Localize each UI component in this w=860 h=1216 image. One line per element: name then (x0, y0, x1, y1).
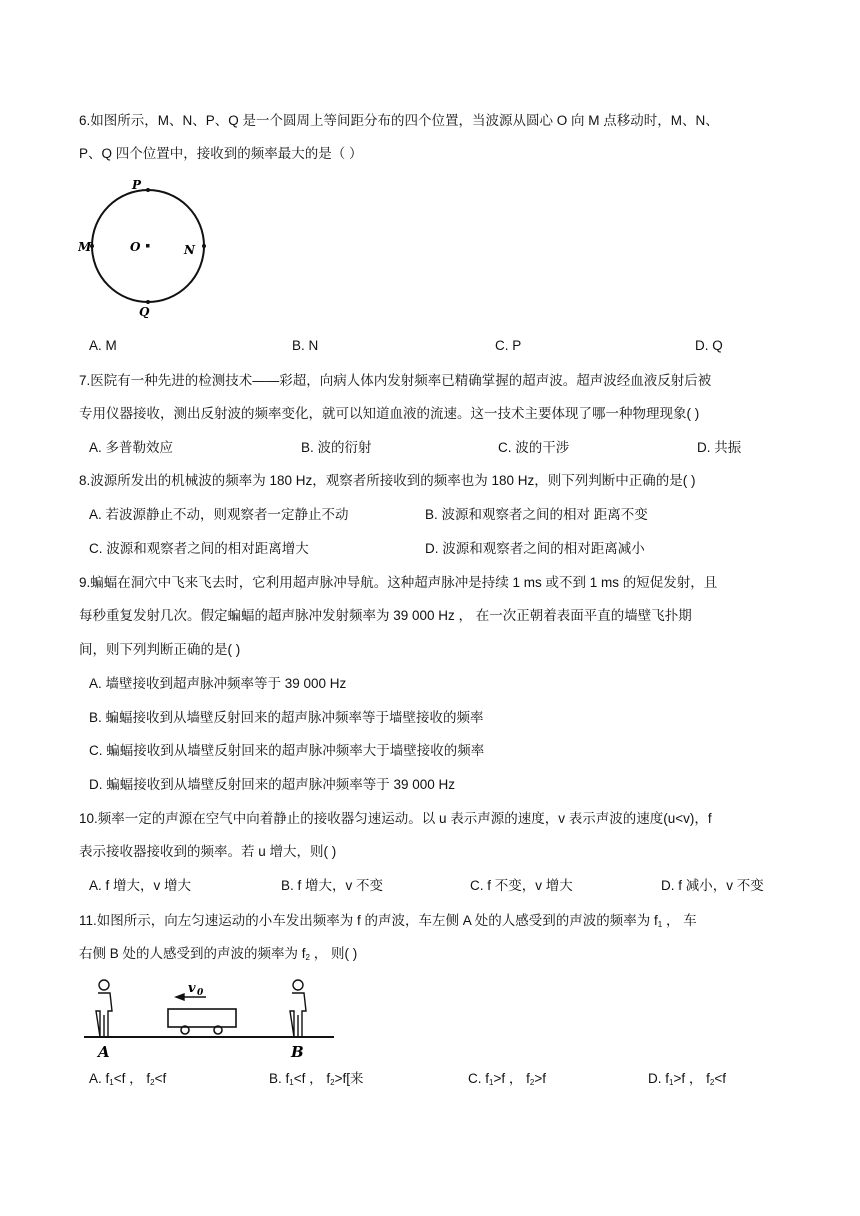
cart-icon (168, 1009, 236, 1034)
q11-a-part1: A. f (89, 1071, 110, 1086)
q11-a-part2: <f ， f (113, 1071, 151, 1086)
q6-option-a: A. M (89, 338, 117, 353)
q11-option-d (648, 1070, 726, 1092)
person-a-icon (96, 980, 112, 1037)
q11-line2-text: 右侧 B 处的人感受到的声波的频率为 f (79, 946, 306, 961)
label-o: O (130, 240, 141, 254)
q11-b-sub2: 2 (330, 1078, 335, 1087)
q11-option-c (468, 1070, 546, 1092)
q11-c-sub2: 2 (529, 1078, 535, 1087)
point-q-dot (146, 300, 150, 304)
q10-stem-line2: 表示接收器接收到的频率。若 u 增大，则( ) (79, 844, 337, 859)
q11-cart-figure (84, 975, 334, 1061)
q10-stem-line1: 10.频率一定的声源在空气中向着静止的接收器匀速运动。以 u 表示声源的速度，v 表示声波的速度(u<v)，f (79, 811, 712, 826)
label-velocity-sub: 0 (197, 988, 204, 998)
q9-option-c: C. 蝙蝠接收到从墙壁反射回来的超声脉冲频率大于墙壁接收的频率 (89, 743, 485, 758)
q8-option-d: D. 波源和观察者之间的相对距离减小 (425, 541, 645, 556)
q9-stem-line1: 9.蝙蝠在洞穴中飞来飞去时，它利用超声脉冲导航。这种超声脉冲是持续 1 ms 或不到 1 ms 的短促发射，且 (79, 575, 718, 590)
label-b: B (291, 1043, 304, 1061)
q7-stem-line2: 专用仪器接收，测出反射波的频率变化，就可以知道血液的流速。这一技术主要体现了哪一种物理现象( ) (79, 406, 700, 421)
q7-option-a: A. 多普勒效应 (89, 440, 174, 455)
q8-stem-line1: 8.波源所发出的机械波的频率为 180 Hz，观察者所接收到的频率也为 180 Hz，则下列判断中正确的是( ) (79, 473, 696, 488)
label-a: A (98, 1043, 110, 1061)
q11-b-part1: B. f (269, 1071, 290, 1086)
q11-d-part1: D. f (648, 1071, 670, 1086)
q6-option-c: C. P (495, 338, 522, 353)
q6-stem-line1: 6.如图所示，M、N、P、Q 是一个圆周上等间距分布的四个位置，当波源从圆心 O 向 M 点移动时，M、N、 (79, 113, 719, 128)
q11-stem-line1 (79, 912, 697, 934)
point-p-dot (146, 188, 150, 192)
q10-option-d: D. f 减小，v 不变 (661, 878, 764, 893)
q9-stem-line3: 间，则下列判断正确的是( ) (79, 642, 241, 657)
q11-line1-tail: ， 车 (662, 913, 697, 928)
q7-option-d: D. 共振 (697, 440, 742, 455)
q11-c-part1: C. f (468, 1071, 490, 1086)
q11-stem-line2 (79, 945, 357, 967)
q11-a-part3: <f (154, 1071, 167, 1086)
q11-line1-sub: 1 (657, 920, 663, 929)
q11-option-a (89, 1070, 166, 1092)
q11-b-part3: >f[来 (334, 1071, 364, 1086)
q6-stem-line2: P、Q 四个位置中，接收到的频率最大的是（ ） (79, 146, 363, 161)
q11-c-part2: >f ， f (493, 1071, 530, 1086)
label-m: M (78, 240, 92, 254)
q11-d-part3: <f (714, 1071, 726, 1086)
q9-option-d: D. 蝙蝠接收到从墙壁反射回来的超声脉冲频率等于 39 000 Hz (89, 777, 456, 792)
q8-option-c: C. 波源和观察者之间的相对距离增大 (89, 541, 309, 556)
center-o-dot (146, 244, 150, 248)
q7-stem-line1: 7.医院有一种先进的检测技术——彩超，向病人体内发射频率已精确掌握的超声波。超声波经血液反射后被 (79, 373, 712, 388)
q11-c-part3: >f (534, 1071, 546, 1086)
q11-d-part2: >f ， f (673, 1071, 710, 1086)
q11-d-sub1: 1 (669, 1078, 674, 1087)
q7-option-c: C. 波的干涉 (498, 440, 570, 455)
q7-option-b: B. 波的衍射 (301, 440, 372, 455)
q11-d-sub2: 2 (709, 1078, 715, 1087)
q10-option-a: A. f 增大，v 增大 (89, 878, 192, 893)
q11-line2-tail: ， 则( ) (309, 946, 358, 961)
q9-option-a: A. 墙壁接收到超声脉冲频率等于 39 000 Hz (89, 676, 347, 691)
q10-option-b: B. f 增大，v 不变 (281, 878, 384, 893)
q6-circle-figure (78, 176, 208, 318)
label-q: Q (139, 305, 150, 318)
q11-a-sub1: 1 (109, 1078, 114, 1087)
point-n-dot (202, 244, 206, 248)
label-velocity: v (188, 981, 196, 996)
q11-b-part2: <f ， f (293, 1071, 331, 1086)
q6-option-d: D. Q (695, 338, 723, 353)
q8-option-a: A. 若波源静止不动，则观察者一定静止不动 (89, 507, 349, 522)
person-b-icon (290, 980, 306, 1037)
q8-option-b: B. 波源和观察者之间的相对 距离不变 (425, 507, 648, 522)
q11-b-sub1: 1 (289, 1078, 294, 1087)
q11-a-sub2: 2 (150, 1078, 155, 1087)
q6-option-b: B. N (292, 338, 319, 353)
q9-stem-line2: 每秒重复发射几次。假定蝙蝠的超声脉冲发射频率为 39 000 Hz ， 在一次正朝着表面平直的墙壁飞扑期 (79, 608, 692, 623)
q10-option-c: C. f 不变，v 增大 (470, 878, 573, 893)
q11-line2-sub: 2 (305, 953, 310, 962)
q11-c-sub1: 1 (489, 1078, 494, 1087)
label-p: P (132, 178, 142, 192)
label-n: N (184, 243, 195, 257)
q11-option-b (269, 1070, 363, 1092)
q9-option-b: B. 蝙蝠接收到从墙壁反射回来的超声脉冲频率等于墙壁接收的频率 (89, 710, 484, 725)
q11-line1-text: 11.如图所示，向左匀速运动的小车发出频率为 f 的声波，车左侧 A 处的人感受到的声波的频率为 f (79, 913, 658, 928)
